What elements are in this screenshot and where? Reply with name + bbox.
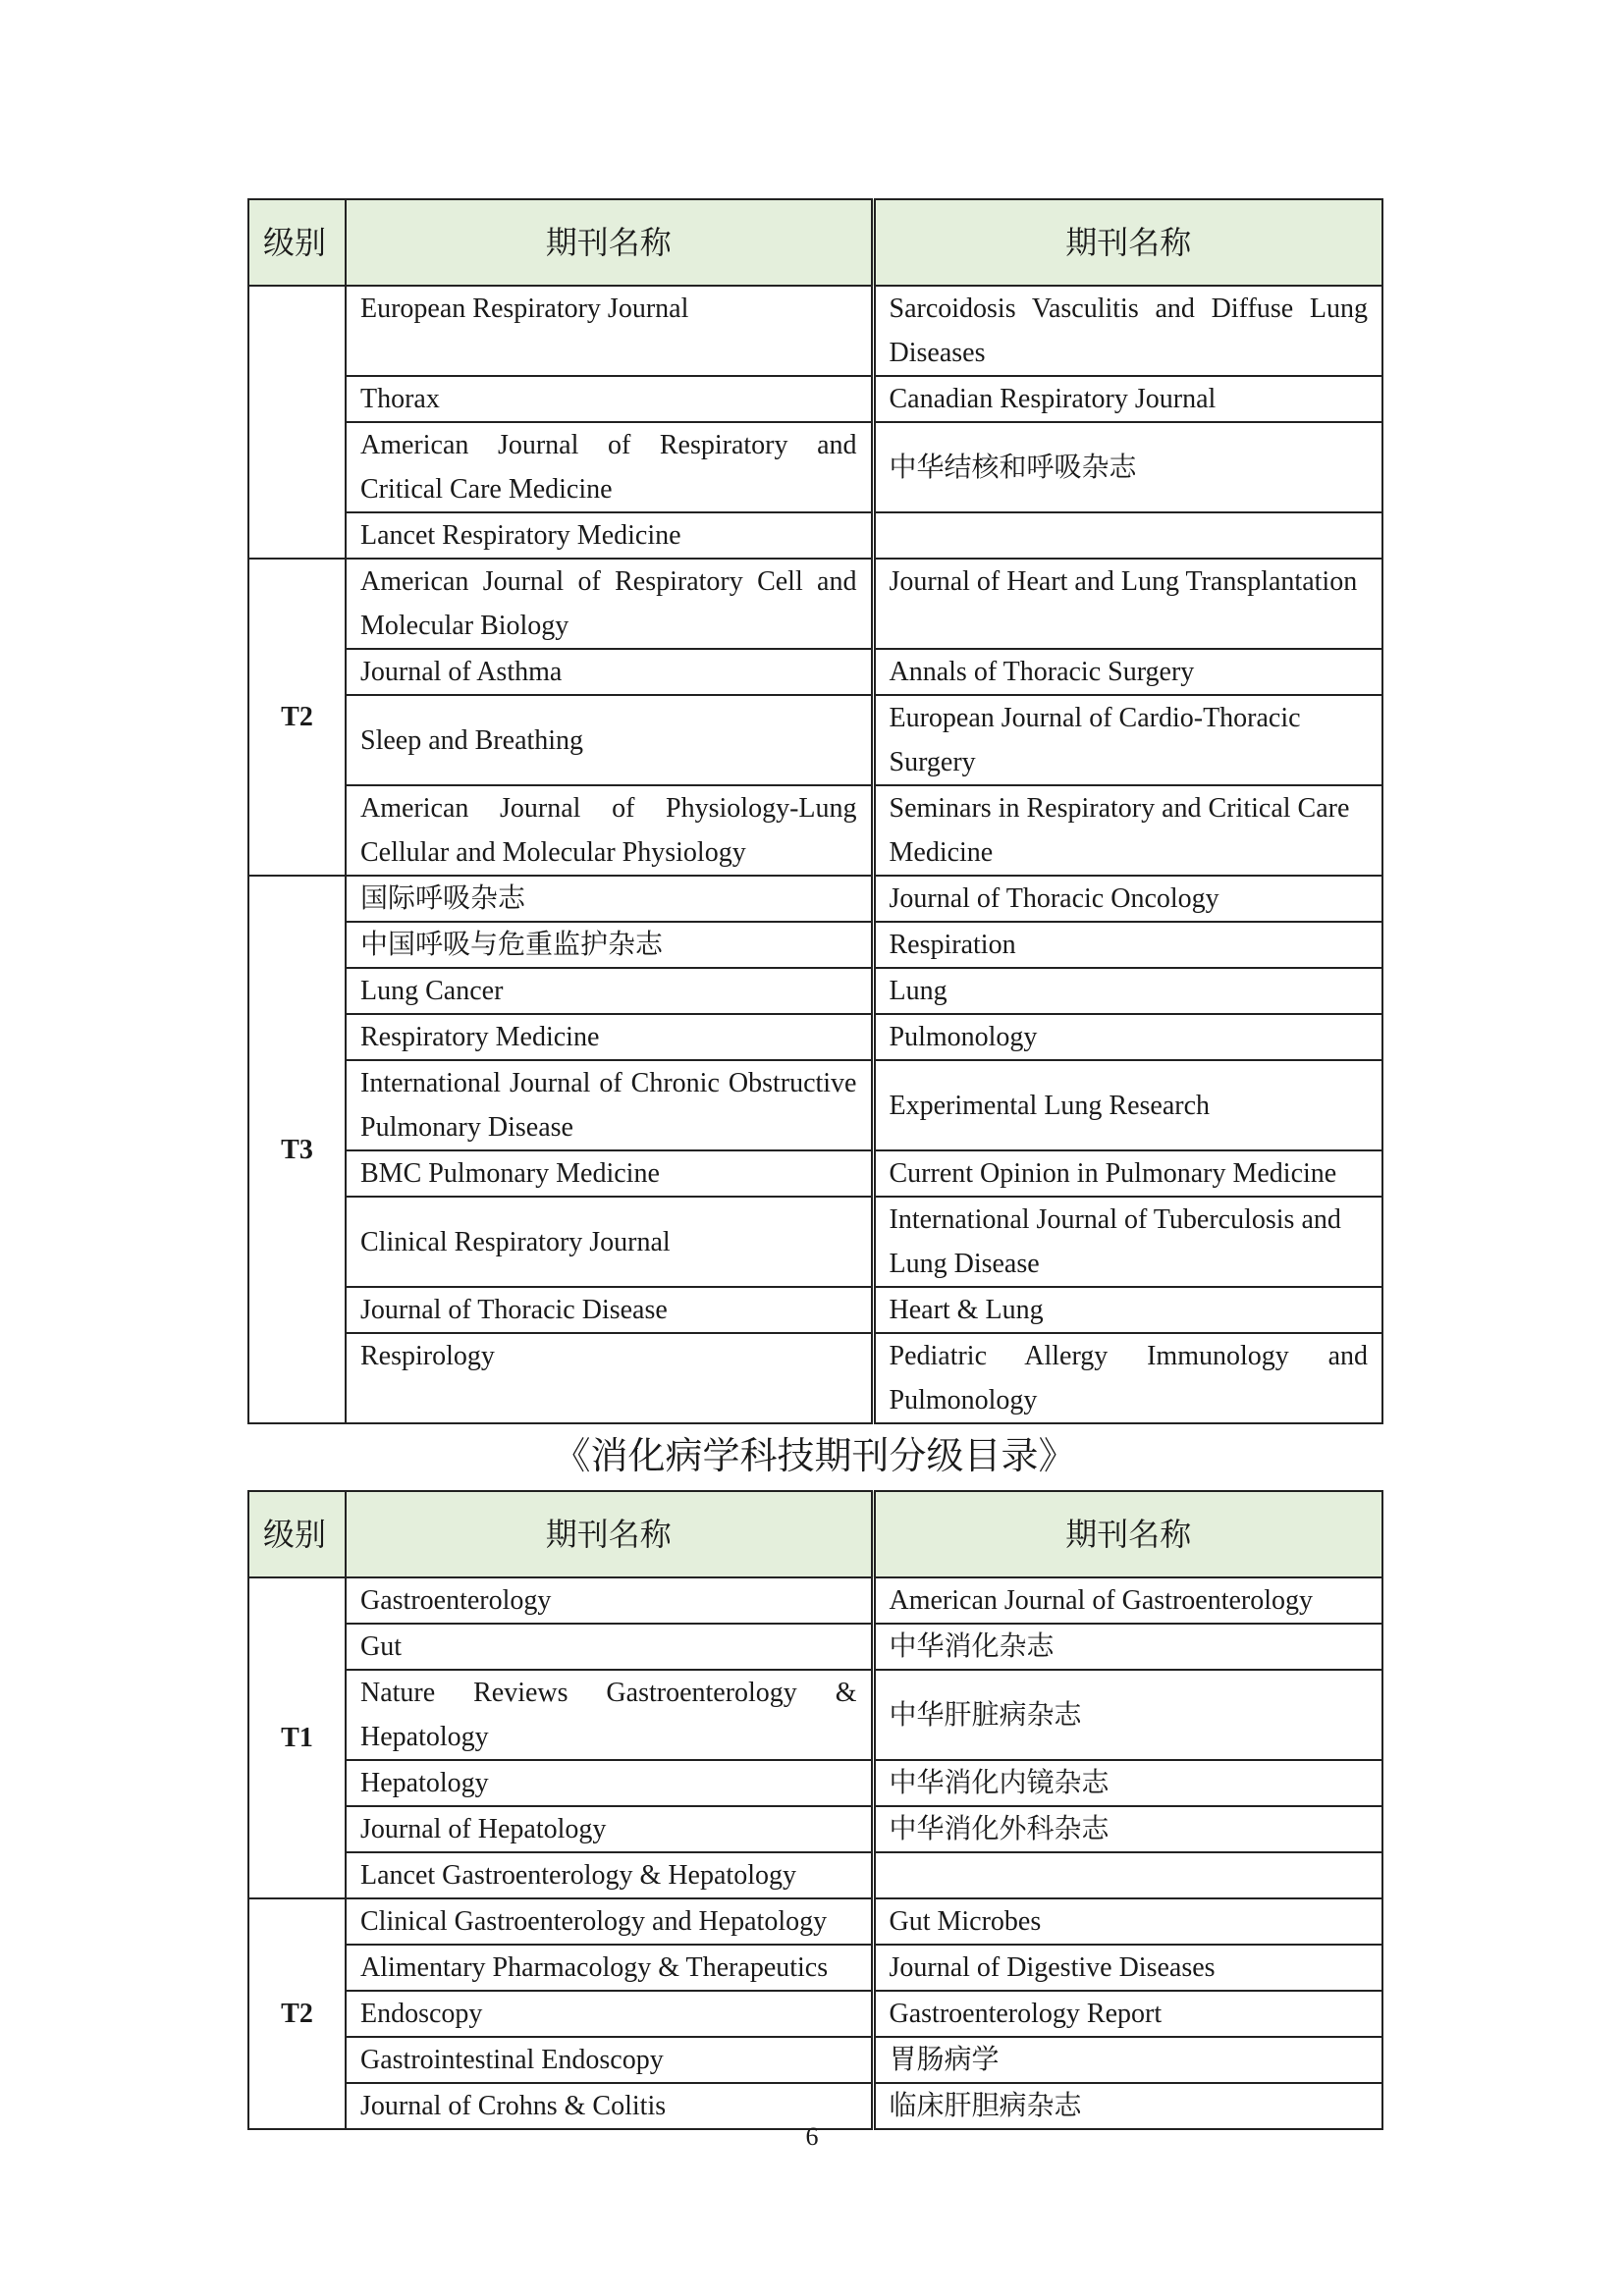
journal-cell	[873, 512, 1382, 559]
tier-cell: T2	[248, 559, 346, 876]
journal-cell: American Journal of Respiratory Cell and Molecular Biology	[346, 559, 873, 649]
journal-cell: Heart & Lung	[873, 1287, 1382, 1333]
table-row	[248, 1991, 1382, 2037]
journal-cell: Journal of Heart and Lung Transplantation	[873, 559, 1382, 649]
journal-cell: Lancet Gastroenterology & Hepatology	[346, 1852, 873, 1898]
table-row	[248, 1333, 1382, 1423]
journal-cell: Alimentary Pharmacology & Therapeutics	[346, 1945, 873, 1991]
table-row	[248, 1197, 1382, 1287]
journal-cell: International Journal of Chronic Obstructive Pulmonary Disease	[346, 1060, 873, 1150]
journal-cell: Thorax	[346, 376, 873, 422]
journal-cell: 中华消化内镜杂志	[873, 1760, 1382, 1806]
journal-cell: Nature Reviews Gastroenterology & Hepatology	[346, 1670, 873, 1760]
journal-cell: Respiratory Medicine	[346, 1014, 873, 1060]
table-row	[248, 2037, 1382, 2083]
table-row	[248, 1060, 1382, 1150]
header-level: 级别	[248, 1491, 346, 1577]
journal-cell: Sleep and Breathing	[346, 695, 873, 785]
journal-cell: Lancet Respiratory Medicine	[346, 512, 873, 559]
tier-cell	[248, 286, 346, 559]
journal-cell: American Journal of Gastroenterology	[873, 1577, 1382, 1624]
journal-cell: Canadian Respiratory Journal	[873, 376, 1382, 422]
journal-cell: 国际呼吸杂志	[346, 876, 873, 922]
journal-cell: Pediatric Allergy Immunology and Pulmonology	[873, 1333, 1382, 1423]
table-header-row	[248, 199, 1382, 286]
gastro-journal-table	[247, 1490, 1383, 2130]
journal-cell: 中华肝脏病杂志	[873, 1670, 1382, 1760]
journal-cell: Lung Cancer	[346, 968, 873, 1014]
journal-cell: Clinical Gastroenterology and Hepatology	[346, 1898, 873, 1945]
table-row	[248, 512, 1382, 559]
journal-cell: Experimental Lung Research	[873, 1060, 1382, 1150]
journal-cell: Hepatology	[346, 1760, 873, 1806]
table-row	[248, 1945, 1382, 1991]
table-row	[248, 559, 1382, 649]
journal-cell: Lung	[873, 968, 1382, 1014]
table-row	[248, 1287, 1382, 1333]
table-row	[248, 376, 1382, 422]
journal-cell	[873, 1852, 1382, 1898]
gastro-section-title: 《消化病学科技期刊分级目录》	[553, 1434, 1076, 1477]
journal-cell: Journal of Thoracic Oncology	[873, 876, 1382, 922]
journal-cell: International Journal of Tuberculosis and Lung Disease	[873, 1197, 1382, 1287]
header-journal-name-1: 期刊名称	[346, 1491, 873, 1577]
journal-cell: Gastroenterology Report	[873, 1991, 1382, 2037]
table-row	[248, 1898, 1382, 1945]
respiratory-journal-table	[247, 198, 1383, 1424]
journal-cell: Journal of Hepatology	[346, 1806, 873, 1852]
journal-cell: Journal of Crohns & Colitis	[346, 2083, 873, 2129]
table-row	[248, 1760, 1382, 1806]
journal-cell: European Respiratory Journal	[346, 286, 873, 376]
journal-cell: American Journal of Respiratory and Critical Care Medicine	[346, 422, 873, 512]
table-row	[248, 649, 1382, 695]
journal-cell: Clinical Respiratory Journal	[346, 1197, 873, 1287]
table-row	[248, 1014, 1382, 1060]
journal-cell: European Journal of Cardio-Thoracic Surgery	[873, 695, 1382, 785]
journal-cell: 临床肝胆病杂志	[873, 2083, 1382, 2129]
table-row	[248, 1852, 1382, 1898]
table-row	[248, 922, 1382, 968]
tier-cell: T1	[248, 1577, 346, 1898]
journal-cell: Pulmonology	[873, 1014, 1382, 1060]
table-row	[248, 968, 1382, 1014]
table-row	[248, 1806, 1382, 1852]
tier-cell: T3	[248, 876, 346, 1423]
table-row	[248, 785, 1382, 876]
journal-cell: 胃肠病学	[873, 2037, 1382, 2083]
table-row	[248, 286, 1382, 376]
journal-cell: Annals of Thoracic Surgery	[873, 649, 1382, 695]
header-journal-name-2: 期刊名称	[873, 199, 1382, 286]
table-header-row	[248, 1491, 1382, 1577]
journal-cell: Respirology	[346, 1333, 873, 1423]
journal-cell: Gastrointestinal Endoscopy	[346, 2037, 873, 2083]
header-journal-name-1: 期刊名称	[346, 199, 873, 286]
header-level: 级别	[248, 199, 346, 286]
table-row	[248, 1670, 1382, 1760]
table-row	[248, 1577, 1382, 1624]
header-journal-name-2: 期刊名称	[873, 1491, 1382, 1577]
table-row	[248, 422, 1382, 512]
journal-cell: 中华消化外科杂志	[873, 1806, 1382, 1852]
journal-cell: Respiration	[873, 922, 1382, 968]
journal-cell: Journal of Thoracic Disease	[346, 1287, 873, 1333]
journal-cell: 中华消化杂志	[873, 1624, 1382, 1670]
journal-cell: Gut Microbes	[873, 1898, 1382, 1945]
journal-cell: Gastroenterology	[346, 1577, 873, 1624]
journal-cell: Seminars in Respiratory and Critical Care Medicine	[873, 785, 1382, 876]
table-row	[248, 876, 1382, 922]
page-number: 6	[805, 2122, 819, 2151]
journal-cell: Journal of Asthma	[346, 649, 873, 695]
journal-cell: BMC Pulmonary Medicine	[346, 1150, 873, 1197]
journal-cell: Endoscopy	[346, 1991, 873, 2037]
table-row	[248, 1624, 1382, 1670]
journal-cell: 中华结核和呼吸杂志	[873, 422, 1382, 512]
table-row	[248, 695, 1382, 785]
journal-cell: American Journal of Physiology-Lung Cellular and Molecular Physiology	[346, 785, 873, 876]
tier-cell: T2	[248, 1898, 346, 2129]
journal-cell: Current Opinion in Pulmonary Medicine	[873, 1150, 1382, 1197]
journal-cell: Gut	[346, 1624, 873, 1670]
table-row	[248, 1150, 1382, 1197]
journal-cell: 中国呼吸与危重监护杂志	[346, 922, 873, 968]
journal-cell: Journal of Digestive Diseases	[873, 1945, 1382, 1991]
journal-cell: Sarcoidosis Vasculitis and Diffuse Lung Diseases	[873, 286, 1382, 376]
